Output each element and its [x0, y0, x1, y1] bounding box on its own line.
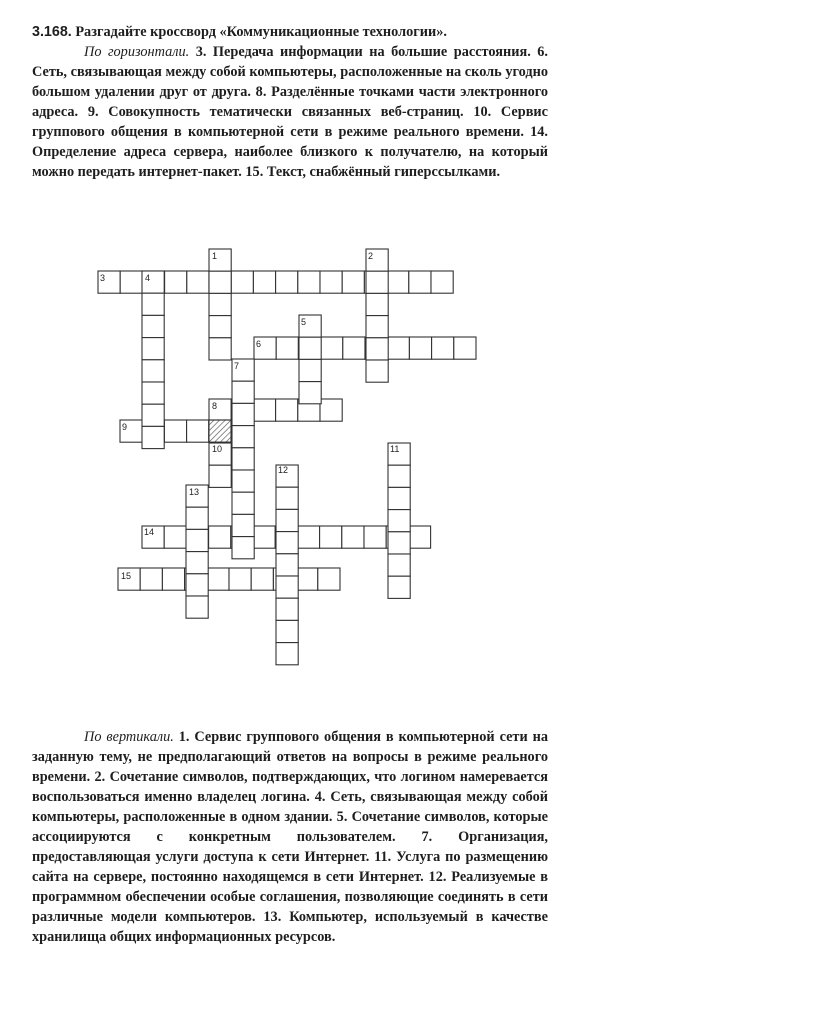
grid-cell[interactable]: [342, 526, 364, 548]
grid-cell[interactable]: [142, 426, 164, 448]
clue-text: Текст, снабжённый гиперссылками.: [266, 164, 501, 180]
grid-cell[interactable]: [299, 359, 321, 381]
grid-cell[interactable]: [186, 552, 208, 574]
grid-cell[interactable]: [142, 382, 164, 404]
grid-cell[interactable]: [276, 576, 298, 598]
grid-number-12: 12: [278, 465, 289, 475]
clue-text: Сервис группового общения в компьютерной сети на заданную тему, не предполагающий ответов на вопросы в режиме реального времени.: [32, 729, 548, 785]
grid-number-2: 2: [368, 251, 374, 261]
grid-cell[interactable]: [232, 537, 254, 559]
grid-cells: [98, 249, 476, 665]
grid-cell[interactable]: [276, 532, 298, 554]
grid-cell[interactable]: [232, 492, 254, 514]
grid-cell[interactable]: [187, 271, 209, 293]
clue-text: Услуга по размещению сайта на сервере, постоянно находящемся в сети Интернет.: [32, 849, 548, 885]
grid-cell[interactable]: [366, 293, 388, 315]
grid-cell[interactable]: [299, 382, 321, 404]
grid-cell[interactable]: [276, 337, 298, 359]
grid-number-3: 3: [100, 273, 106, 283]
grid-cell[interactable]: [276, 643, 298, 665]
grid-cell[interactable]: [232, 426, 254, 448]
grid-cell[interactable]: [320, 399, 342, 421]
grid-cell[interactable]: [232, 470, 254, 492]
grid-cell[interactable]: [232, 514, 254, 536]
grid-number-1: 1: [212, 251, 218, 261]
clue-text: Сервис группового общения в компьютерной сети в режиме реального времени.: [32, 104, 549, 140]
clue-text: Сочетание символов, которые ассоциируются с конкретным пользователем.: [32, 809, 549, 845]
clue-num: 11.: [374, 849, 392, 865]
grid-number-6: 6: [256, 339, 262, 349]
grid-cell[interactable]: [318, 568, 340, 590]
clue-num: 7.: [421, 829, 433, 845]
grid-cell[interactable]: [366, 271, 388, 293]
clue-num: 2.: [94, 769, 106, 785]
grid-cell[interactable]: [186, 507, 208, 529]
grid-cell[interactable]: [207, 568, 229, 590]
grid-cell[interactable]: [186, 574, 208, 596]
hatched-cell: [209, 420, 231, 442]
clue-text: Определение адреса сервера, наиболее близкого к получателю, на который можно передать интернет-пакет.: [32, 144, 548, 180]
clue-num: 5.: [336, 809, 348, 825]
grid-cell[interactable]: [232, 381, 254, 403]
grid-cell[interactable]: [431, 271, 453, 293]
task-number: 3.168.: [32, 24, 72, 40]
bottom-text-block: [32, 727, 548, 947]
grid-cell[interactable]: [276, 487, 298, 509]
down-clues: [32, 727, 548, 947]
clue-num: 4.: [314, 789, 326, 805]
clue-text: Организация, предоставляющая услуги доступа к сети Интернет.: [32, 829, 549, 865]
clue-num: 14.: [530, 124, 548, 140]
grid-cell[interactable]: [388, 487, 410, 509]
grid-cell[interactable]: [409, 337, 431, 359]
clue-text: Реализуемые в программном обеспечении особые соглашения, позволяющие соединять в сети различные модели компьютеров.: [32, 869, 549, 925]
clue-text: Сеть, связывающая между собой компьютеры, расположенные на сколь угодно большом удалении друг от друга.: [32, 64, 548, 100]
grid-cell[interactable]: [251, 568, 273, 590]
clue-text: Передача информации на большие расстояния.: [212, 44, 531, 60]
task-title: Разгадайте кроссворд «Коммуникационные технологии».: [75, 24, 447, 40]
grid-cell[interactable]: [209, 338, 231, 360]
grid-cell[interactable]: [342, 271, 364, 293]
grid-number-4: 4: [145, 273, 151, 283]
clue-num: 8.: [255, 84, 267, 100]
grid-number-15: 15: [121, 571, 132, 581]
grid-cell[interactable]: [253, 271, 275, 293]
grid-cell[interactable]: [253, 399, 275, 421]
grid-cell[interactable]: [209, 271, 231, 293]
grid-cell[interactable]: [298, 271, 320, 293]
grid-cell[interactable]: [229, 568, 251, 590]
grid-cell[interactable]: [320, 271, 342, 293]
grid-cell[interactable]: [209, 526, 231, 548]
grid-cell[interactable]: [276, 554, 298, 576]
grid-cell[interactable]: [142, 404, 164, 426]
grid-cell[interactable]: [388, 465, 410, 487]
clue-num: 9.: [87, 104, 99, 120]
grid-cell[interactable]: [276, 598, 298, 620]
clue-num: 1.: [178, 729, 190, 745]
grid-cell[interactable]: [321, 337, 343, 359]
grid-cell[interactable]: [120, 271, 142, 293]
grid-number-7: 7: [234, 361, 240, 371]
grid-cell[interactable]: [388, 576, 410, 598]
grid-cell[interactable]: [209, 316, 231, 338]
grid-cell[interactable]: [276, 399, 298, 421]
grid-cell[interactable]: [320, 526, 342, 548]
clue-text: Совокупность тематически связанных веб-страниц.: [108, 104, 464, 120]
grid-cell[interactable]: [232, 403, 254, 425]
grid-cell[interactable]: [186, 596, 208, 618]
grid-cell[interactable]: [296, 568, 318, 590]
clue-text: Сочетание символов, подтверждающих, что логином намеревается воспользоваться именно владелец логина.: [32, 769, 548, 805]
grid-number-11: 11: [390, 444, 400, 454]
clue-text: Разделённые точками части электронного адреса.: [32, 84, 549, 120]
grid-cell[interactable]: [186, 529, 208, 551]
grid-cell[interactable]: [387, 337, 409, 359]
grid-cell[interactable]: [142, 293, 164, 315]
grid-cell[interactable]: [432, 337, 454, 359]
clue-num: 3.: [195, 44, 207, 60]
clue-num: 12.: [428, 869, 447, 885]
grid-number-5: 5: [301, 317, 307, 327]
grid-cell[interactable]: [142, 315, 164, 337]
grid-cell[interactable]: [366, 316, 388, 338]
grid-cell[interactable]: [253, 526, 275, 548]
grid-cell[interactable]: [388, 532, 410, 554]
grid-cell[interactable]: [388, 554, 410, 576]
grid-cell[interactable]: [209, 293, 231, 315]
grid-number-13: 13: [189, 487, 200, 497]
grid-cell[interactable]: [162, 568, 184, 590]
clue-num: 10.: [473, 104, 492, 120]
grid-number-14: 14: [144, 527, 155, 537]
grid-cell[interactable]: [276, 620, 298, 642]
grid-cell[interactable]: [343, 337, 365, 359]
grid-cell[interactable]: [140, 568, 162, 590]
grid-cell[interactable]: [164, 526, 186, 548]
clue-num: 13.: [263, 909, 282, 925]
grid-cell[interactable]: [142, 338, 164, 360]
grid-cell[interactable]: [409, 271, 431, 293]
clue-text: Компьютер, используемый в качестве хранилища общих информационных ресурсов.: [32, 909, 548, 945]
clue-text: Сеть, связывающая между собой компьютеры, расположенные в одном здании.: [32, 789, 548, 825]
grid-cell[interactable]: [364, 526, 386, 548]
grid-number-8: 8: [212, 401, 218, 411]
grid-cell[interactable]: [297, 526, 319, 548]
grid-cell[interactable]: [231, 271, 253, 293]
down-label: По вертикали.: [84, 729, 174, 745]
grid-number-10: 10: [212, 444, 223, 454]
clue-num: 6.: [537, 44, 548, 60]
grid-cell[interactable]: [142, 360, 164, 382]
grid-cell[interactable]: [165, 271, 187, 293]
grid-cell[interactable]: [387, 271, 409, 293]
grid-cell[interactable]: [232, 448, 254, 470]
grid-cell[interactable]: [388, 510, 410, 532]
grid-cell[interactable]: [366, 338, 388, 360]
grid-cell[interactable]: [187, 420, 209, 442]
grid-cell[interactable]: [209, 465, 231, 487]
grid-cell[interactable]: [454, 337, 476, 359]
grid-cell[interactable]: [164, 420, 186, 442]
grid-cell[interactable]: [276, 271, 298, 293]
grid-cell[interactable]: [408, 526, 430, 548]
across-label: По горизонтали.: [84, 44, 190, 60]
grid-cell[interactable]: [366, 360, 388, 382]
grid-cell[interactable]: [276, 509, 298, 531]
clue-num: 15.: [245, 164, 264, 180]
grid-number-9: 9: [122, 422, 128, 432]
grid-cell[interactable]: [299, 337, 321, 359]
